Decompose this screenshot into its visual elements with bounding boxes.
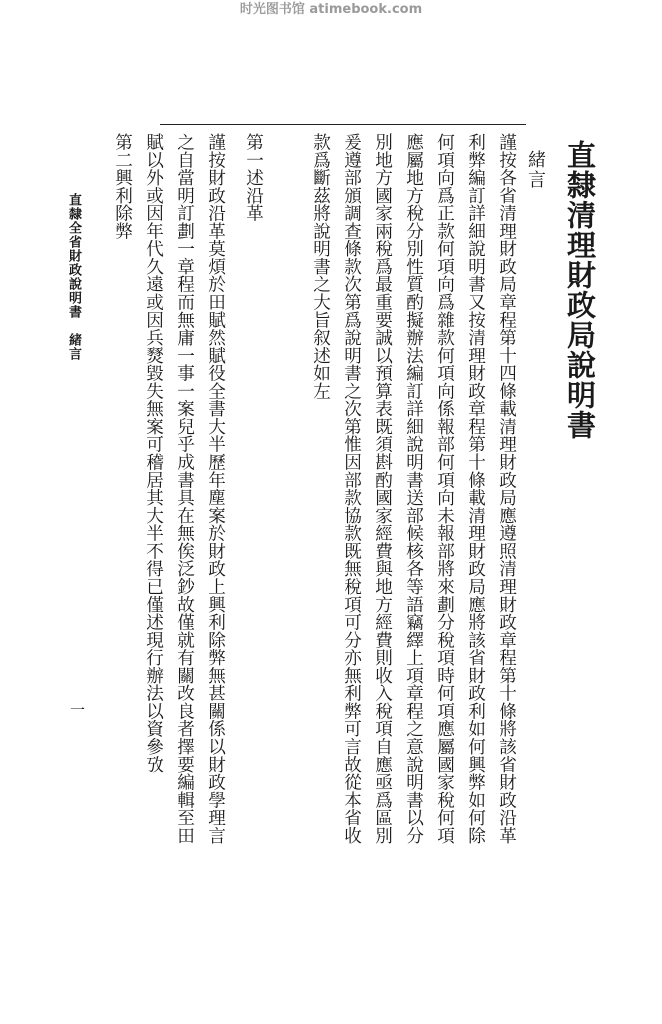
text-column-1: 謹按各省清理財政局章程第十四條載清理財政局應遵照清理財政章程第十條將該省財政沿革 [496, 133, 517, 845]
section-subtitle: 緒言 [525, 150, 546, 190]
text-column-8: 謹按財政沿革莫煩於田賦然賦役全書大半歷年塵案於財政上興利除弊無甚關係以財政學理言 [205, 133, 226, 845]
section-heading-2: 第二興利除弊 [112, 133, 133, 240]
watermark: 时光图书馆 atimebook.com [239, 2, 423, 17]
top-divider [160, 124, 526, 125]
text-column-7: 款爲斷茲將說明書之大旨叙述如左 [310, 133, 331, 400]
text-column-10: 賦以外或因年代久遠或因兵燹毀失無案可稽居其大半不得已僅述現行辦法以資參攷 [143, 133, 164, 774]
page-number: 一 [68, 702, 86, 717]
section-heading-1: 第一述沿革 [243, 133, 264, 222]
text-column-3: 何項向爲正款何項向爲雜款何項向係報部何項向未報部將來劃分稅項時何項應屬國家稅何項 [434, 133, 455, 845]
text-column-9: 之自當明訂劃一章程而無庸一事一案兒乎成書具在無俟泛鈔故僅就有關改良者擇要編輯至田 [174, 133, 195, 845]
text-column-6: 爰遵部頒調查條款次第爲說明書之次第惟因部款協款既無稅項可分亦無利弊可言故從本省收 [341, 133, 362, 845]
text-column-5: 別地方國家兩稅爲最重要誠以預算表既須斟酌國家經費與地方經費則收入稅項自應亟爲區別 [372, 133, 393, 845]
text-column-4: 應屬地方稅分別性質酌擬辦法編訂詳細說明書送部候核各等語竊繹上項章程之意說明書以分 [403, 133, 424, 845]
page-title: 直隸清理財政局說明書 [563, 140, 597, 440]
text-column-2: 利弊編訂詳細說明書又按清理財政章程第十條載清理財政局應將該省財政利如何興弊如何除 [465, 133, 486, 845]
margin-label: 直隸全省財政說明書 緒言 [66, 193, 81, 361]
